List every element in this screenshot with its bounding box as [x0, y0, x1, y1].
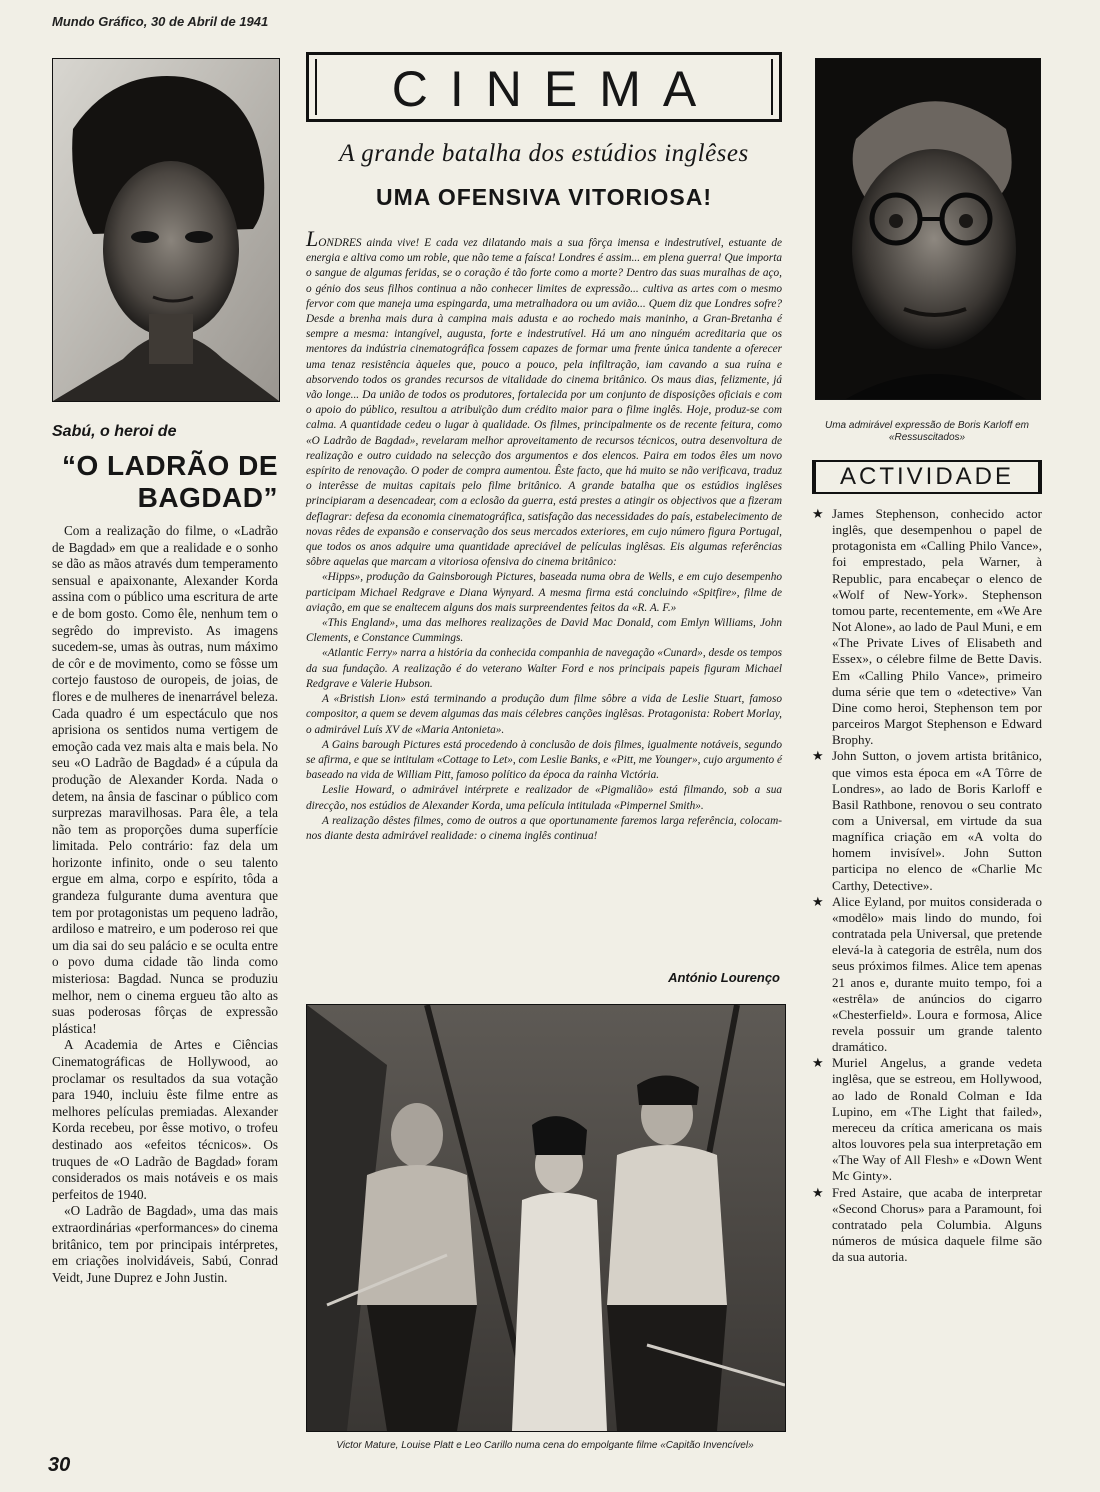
news-item — [812, 1055, 1042, 1184]
section-title: CINEMA — [391, 61, 719, 117]
news-item — [812, 894, 1042, 1056]
karloff-caption: Uma admirável expressão de Boris Karloff em «Ressuscitados» — [825, 420, 1029, 443]
article-paragraph: A Gains barough Pictures está procedendo à conclusão de dois filmes, igualmente notáveis, segundo se afirma, e que se intitulam «Cottage to Let», com Leslie Banks, e «Pitt, me Younger», cujo argumento é baseado na vida de William Pitt, famoso político da época da rainha Victória. — [306, 738, 782, 782]
news-item — [812, 748, 1042, 893]
article-paragraph: «Hipps», produção da Gainsborough Pictures, baseada numa obra de Wells, e em cujo desempenho participam Michael Redgrave e Diana Wynyard. A mesma firma está concluindo «Spitfire», filme de aviação, em que se enaltecem alguns dos mais surpreendentes feitos da «R. A. F.» — [306, 571, 782, 614]
cinema-section-banner — [306, 52, 782, 122]
sabu-kicker: Sabú, o heroi de — [52, 423, 177, 440]
article-paragraph: «Atlantic Ferry» narra a história da conhecida companhia de navegação «Cunard», desde os tempos da sua fundação. A realização é do veterano Walter Ford e nos principais papeis figuram Michael Redgrave e Valerie Hubson. — [306, 647, 782, 690]
cinema-article-body — [306, 226, 782, 844]
article-paragraph: «This England», uma das melhores realizações de David Mac Donald, com Emlyn Williams, John Clements, e Constance Cummings. — [306, 617, 782, 645]
film-scene-photo — [306, 1004, 786, 1432]
article-paragraph: A «Bristish Lion» está terminando a produção dum filme sôbre a vida de Leslie Stuart, famoso compositor, a quem se devem algumas das mais célebres canções inglêsas. Protagonista: Robert Morlay, o admirável Luís XV de «Maria Antonieta». — [306, 693, 782, 736]
star-icon: ★ — [812, 748, 824, 764]
news-item-text: Fred Astaire, que acaba de interpretar «Second Chorus» para a Paramount, foi contratado pela Columbia. Alguns números de música daquele filme são da sua autoria. — [832, 1184, 1042, 1265]
sabu-title: “O LADRÃO DE BAGDAD” — [62, 450, 278, 513]
actividade-banner: ACTIVIDADE — [812, 460, 1042, 494]
star-icon: ★ — [812, 1055, 824, 1071]
news-item-text: Muriel Angelus, a grande vedeta inglêsa, que se estreou, em Hollywood, ao lado de Ronald Colman e Ida Lupino, em «The Light that failed», mereceu da crítica americana os mais altos louvores pela sua interpretação em «The Way of All Flesh» e «Down Went Mc Ginty». — [832, 1055, 1042, 1184]
page-header: Mundo Gráfico, 30 de Abril de 1941 — [52, 14, 269, 29]
news-item-text: John Sutton, o jovem artista britânico, que vimos esta época em «A Tôrre de Londres», ao lado de Boris Karloff e Basil Rathbone, renovou o seu contrato com a Universal, em virtude da sua magnífica criação em «A volta do homem invisível». John Sutton participa no elenco de «Charlie Mc Carthy, Detective». — [832, 748, 1042, 893]
news-item — [812, 506, 1042, 748]
scene-caption: Victor Mature, Louise Platt e Leo Carillo numa cena do empolgante filme «Capitão Invencível» — [336, 1440, 754, 1451]
sabu-portrait-photo — [52, 58, 280, 402]
article-paragraph: A realização dêstes filmes, como de outros a que oportunamente faremos larga referência, colocam-nos diante desta admirável realidade: o cinema inglês continua! — [306, 814, 782, 842]
page-number: 30 — [48, 1454, 71, 1476]
drop-cap: L — [306, 226, 319, 251]
article-headline: UMA OFENSIVA VITORIOSA! — [375, 184, 713, 210]
article-paragraph — [306, 226, 782, 570]
karloff-portrait-photo — [815, 58, 1041, 400]
article-paragraph: Leslie Howard, o admirável intérprete e realizador de «Pigmalião» está filmando, sob a sua direcção, nos estúdios de Alexander Korda, uma película intitulada «Pimpernel Smith». — [306, 784, 782, 812]
sabu-paragraph: «O Ladrão de Bagdad», uma das mais extraordinárias «performances» do cinema britânico, tem por principais intérpretes, em criações inolvidáveis, Sabú, Conrad Veidt, June Duprez e John Justin. — [52, 1203, 278, 1285]
star-icon: ★ — [812, 506, 824, 521]
news-item — [812, 1185, 1042, 1266]
article-lead-text: ONDRES ainda vive! E cada vez dilatando mais a sua fôrça imensa e indestrutível, estuante de energia e altiva como um roble, que não teme a faísca! Londres é assim... em plena guerra! Que importa o sangue de algumas feridas, se o coração é tão forte como a morte? Dentro das suas muralhas de aço, o génio dos seus filhos continua a não conhecer limites de expressão... cultiva as artes com o mesmo fervor com que maneja uma espingarda, uma metralhadora ou um avião... Quem diz que Londres sofre? Desde a brenha mais dura à campina mais adusta e ao rochedo mais maninho, a Gran-Bretanha é sempre a mesma: intangível, augusta, forte e indestrutível. Há um ano ninguém acreditaria que os mentores da indústria cinematográfica fossem capazes de formar uma frente única tandente a oferecer uma tenaz resistência àqueles que, pouco a pouco, pela infiltração, iam cavando a sua ruína e absorvendo todos os grandes recursos de vitalidade do cinema britânico. Os maus dias, felizmente, já vão longe... Da união de todos os produtores, fortalecida por um conjunto de disposições oficiais e com o apoio do público, resultou a atribuïção dum crédito maior para o filme inglês. Hoje, produz-se com calma. A quantidade cedeu o lugar à qualidade. Os filmes, principalmente os de recente feitura, como «O Ladrão de Bagdad», revelaram melhor aproveitamento de recursos técnicos, outra desenvoltura de realização e outro cuidado na selecção dos argumentos e dos elencos. Paira em todos êles um novo espírito de renovação. O poder de compra aumentou. Êste facto, que há muito se não verificava, traduz o interêsse de muitas capitais pelo filme britânico. A grande batalha que os estúdios inglêses principiaram a desencadear, com a eclosão da guerra, está prestes a atingir os objectivos que a fizeram deflagrar: defesa da economia cinematográfica, satisfação das necessidades do país, estabelecimento de novas rêdes de expansão e conservação dos seus mercados exteriores, em cujo número figura Portugal, que todos os anos adquire uma quantidade apreciável de películas inglêsas. Eis algumas referências sôbre aquelas que marcam a vitoriosa ofensiva do cinema britânico: — [306, 237, 782, 569]
article-subtitle: A grande batalha dos estúdios inglêses — [339, 140, 749, 167]
sabu-article-body — [52, 523, 278, 1286]
news-item-text: Alice Eyland, por muitos considerada o «modêlo» mais lindo do mundo, foi contratada pela Universal, que pretende elevá-la à categoria de estrêla, num dos seus próximos filmes. Alice tem apenas 21 anos e, durante muito tempo, foi a «estrêla» de anúncios do cigarro «Chesterfield». Loura e formosa, Alice revela possuir um grande talento dramático. — [832, 893, 1042, 1055]
news-item-text: James Stephenson, conhecido actor inglês, que desempenhou o papel de protagonista em «Calling Philo Vance», foi emprestado, pela Warner, à Republic, para encabeçar o elenco de «Wolf of New-York». Stephenson tomou parte, recentemente, em «We Are Not Alone», ao lado de Paul Muni, e em «The Private Lives of Elisabeth and Essex», o célebre filme de Bette Davis. Em «Calling Philo Vance», primeiro duma série que tem o «detective» Van Dine como heroi, Stephenson tem por parceiros Margot Stephenson e Edward Brophy. — [832, 506, 1042, 748]
actividade-news-list — [812, 506, 1042, 1265]
article-author: António Lourenço — [668, 970, 780, 985]
sabu-paragraph: Com a realização do filme, o «Ladrão de Bagdad» em que a realidade e o sonho se dão as mãos através dum temperamento sensual e apaixonante, Alexander Korda assina com o público uma escritura de arte e de bom gosto. Como êle, nenhum tem o segrêdo do imprevisto. As imagens sucedem-se, umas às outras, num máximo de côr e de movimento, como se fôsse um cortejo faustoso de ouropeis, de joias, de flores e de mulheres de inenarrável beleza. Cada quadro é um espectáculo que nos aprisiona os sentidos numa vertigem de emoção cada vez mais alta e mais bela. No seu «O Ladrão de Bagdad» é a cúpula da produção de Alexander Korda. Nada o detem, na ânsia de fascinar o público com surprezas maravilhosas. Para êle, a tela não tem as proporções duma superfície limitada. Pelo contrário: faz dela um horizonte infinito, onde o seu talento ergue em alma, corpo e espírito, tôda a grandeza fulgurante duma aventura que tem por protagonistas um pequeno ladrão, ardiloso e matreiro, e um poderoso rei que um dia sai do seu palácio e se oculta entre o povo duma cidade tão linda como misteriosa: Bagdad. Nunca se produziu melhor, nem o cinema ergueu tão alto as suas poderosas fôrças de expressão plástica! — [52, 523, 278, 1036]
star-icon: ★ — [812, 893, 824, 909]
sabu-paragraph: A Academia de Artes e Ciências Cinematográficas de Hollywood, ao proclamar os resultados da sua votação para 1940, incluiu êste filme entre as melhores películas premiadas. Alexander Korda recebeu, por êsse motivo, o trofeu destinado aos «efeitos técnicos». Os truques de «O Ladrão de Bagdad» foram considerados os mais notáveis e os mais perfeitos de 1940. — [52, 1037, 278, 1202]
star-icon: ★ — [812, 1184, 824, 1200]
